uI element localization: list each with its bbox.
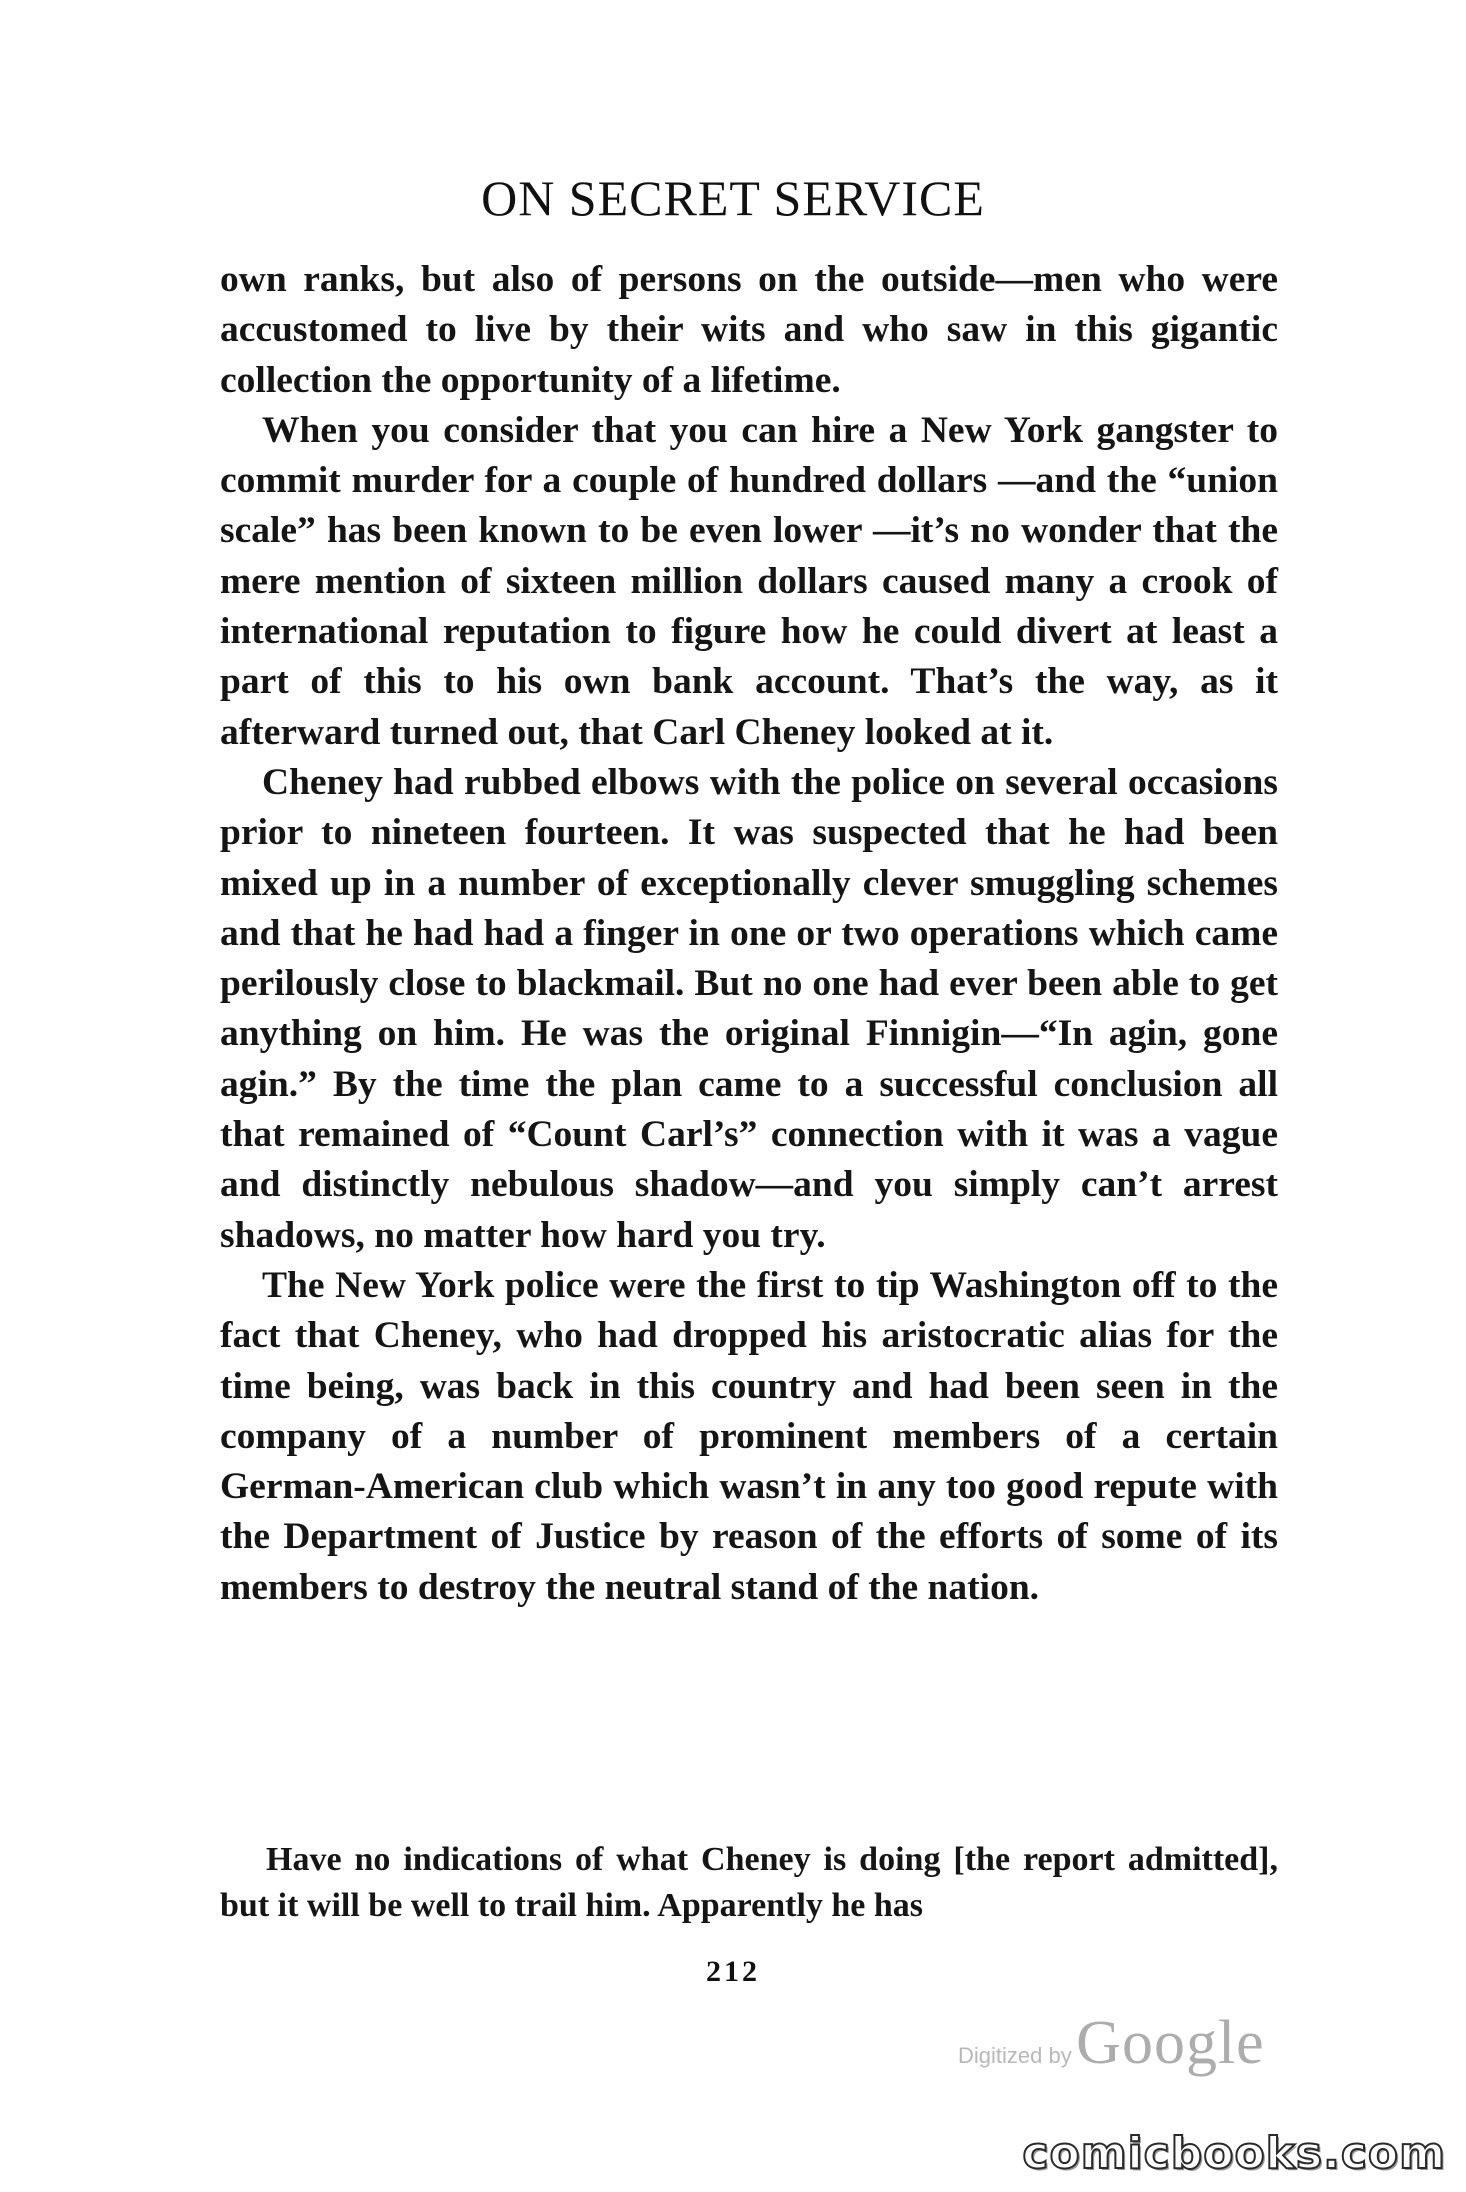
paragraph-1: own ranks, but also of persons on the outside—men who were accustomed to live by their wits and who saw in this gigantic collection the opportunity of a lifetime. bbox=[220, 259, 1278, 401]
quoted-report-text: Have no indications of what Cheney is doing [the report admitted], but it will be well to trail him. Apparently he has bbox=[220, 1841, 1278, 1924]
paragraph-3: Cheney had rubbed elbows with the police on several occasions prior to nineteen fourteen. It was suspected that he had been mixed up in a number of exceptionally clever smuggling schemes and that he had had a finger in one or two operations which came perilously close to blackmail. But no one had ever been able to get anything on him. He was the original Finnigin—“In agin, gone agin.” By the time the plan came to a successful conclusion all that remained of “Count Carl’s” connection with it was a vague and distinctly nebulous shadow—and you simply can’t arrest shadows, no matter how hard you try. bbox=[220, 761, 1278, 1256]
running-head: ON SECRET SERVICE bbox=[481, 170, 985, 226]
quoted-report bbox=[220, 1837, 1278, 1929]
digitized-by-label: Digitized by bbox=[958, 2043, 1072, 2068]
digitized-by-google bbox=[958, 2008, 1265, 2079]
paragraph-2: When you consider that you can hire a New York gangster to commit murder for a couple of hundred dollars —and the “union scale” has been known to be even lower —it’s no wonder that the mere mention of sixteen million dollars caused many a crook of international reputation to figure how he could divert at least a part of this to his own bank account. That’s the way, as it afterward turned out, that Carl Cheney looked at it. bbox=[220, 409, 1278, 753]
paragraph-4: The New York police were the first to tip Washington off to the fact that Cheney, who had dropped his aristocratic alias for the time being, was back in this country and had been seen in the company of a number of prominent members of a certain German-American club which wasn’t in any too good repute with the Department of Justice by reason of the efforts of some of its members to destroy the neutral stand of the nation. bbox=[220, 1264, 1278, 1608]
google-logo: Google bbox=[1076, 2009, 1265, 2077]
body-text bbox=[220, 255, 1278, 1613]
page-number: 212 bbox=[706, 1955, 760, 1988]
site-watermark: comicbooks.com bbox=[1022, 2128, 1446, 2179]
